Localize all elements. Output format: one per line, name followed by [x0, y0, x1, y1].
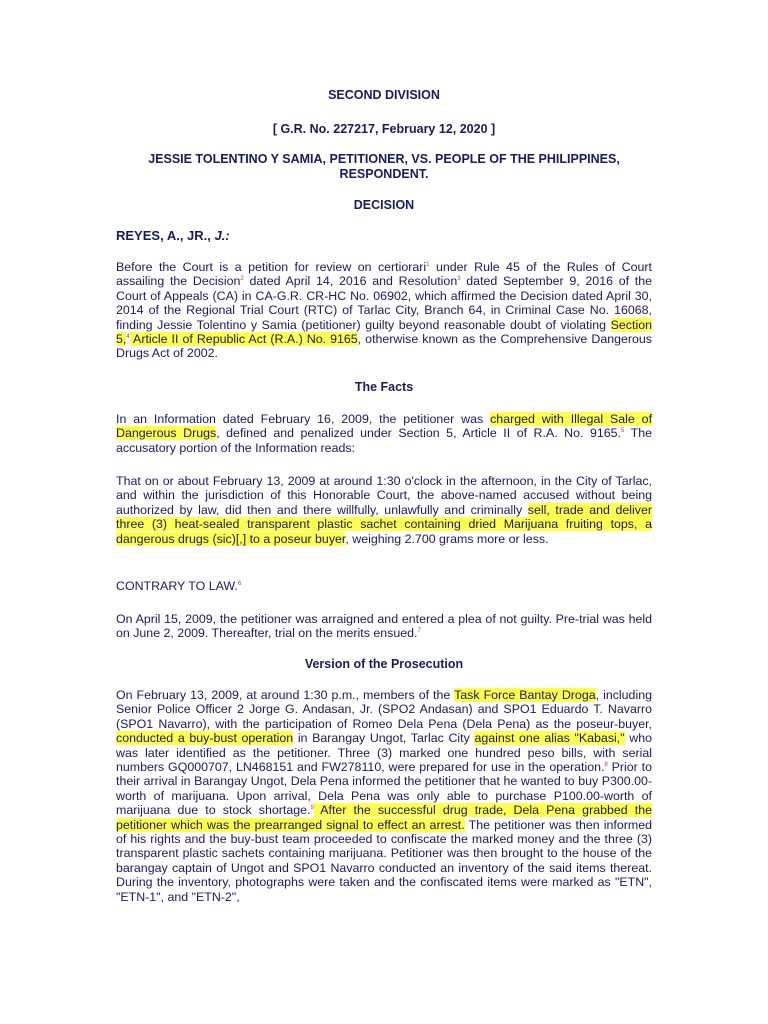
case-title-line1: JESSIE TOLENTINO Y SAMIA, PETITIONER, VS. PEOPLE OF THE PHILIPPINES,: [148, 152, 620, 166]
case-title: [116, 152, 652, 182]
decision-heading: DECISION: [353, 198, 415, 212]
footnote-ref[interactable]: 2: [240, 276, 244, 283]
highlight: Article II of Republic Act (R.A.) No. 9165: [129, 332, 358, 347]
footnote-ref[interactable]: 8: [604, 761, 608, 768]
gr-number: [ G.R. No. 227217, February 12, 2020 ]: [272, 122, 496, 136]
contrary-to-law: CONTRARY TO LAW.$^6$: [116, 579, 242, 593]
paragraph-accusatory: That on or about February 13, 2009 at around 1:30 o'clock in the afternoon, in the City of Tarlac, and within the jurisdiction of this Honorable Court, the above-named accused without being authorized by law, did then and there willfully, unlawfully and criminally sell, trade and deliver three (3) heat-sealed transparent plastic sachet containing dried Marijuana fruiting tops, a dangerous drugs (sic)[,] to a poseur buyer, weighing 2.700 grams more or less.: [116, 474, 653, 546]
facts-heading: The Facts: [354, 380, 414, 394]
footnote-ref[interactable]: 1: [426, 261, 430, 268]
footnote-ref[interactable]: 7: [417, 628, 421, 635]
highlight: against one alias "Kabasi,": [474, 731, 625, 746]
paragraph-intro: Before the Court is a petition for review on certiorari$^1$ under Rule 45 of the Rules of Court assailing the Decision$^2$ dated April 14, 2016 and Resolution$^3$ dated September 9, 2016 of the Court of Appeals (CA) in CA-G.R. CR-HC No. 06902, which affirmed the Decision dated April 30, 2014 of the Regional Trial Court (RTC) of Tarlac City, Branch 64, in Criminal Case No. 16068, finding Jessie Tolentino y Samia (petitioner) guilty beyond reasonable doubt of violating Section 5,$^4$ Article II of Republic Act (R.A.) No. 9165, otherwise known as the Comprehensive Dangerous Drugs Act of 2002.: [116, 260, 652, 361]
paragraph-arraignment: On April 15, 2009, the petitioner was arraigned and entered a plea of not guilty. Pre-trial was held on June 2, 2009. Thereafter, trial on the merits ensued.$^7$: [116, 612, 652, 641]
ponente: [116, 228, 230, 243]
highlight: Task Force Bantay Droga: [454, 688, 596, 702]
ponente-name: REYES, A., JR.,: [116, 228, 211, 243]
highlight: Section 5,: [116, 317, 652, 347]
case-title-line2: RESPONDENT.: [339, 167, 429, 181]
footnote-ref[interactable]: 3: [457, 276, 461, 283]
paragraph-information: In an Information dated February 16, 2009, the petitioner was charged with Illegal Sale of Dangerous Drugs, defined and penalized under Section 5, Article II of R.A. No. 9165.$^5$ The accusatory portion of the Information reads:: [116, 412, 653, 455]
prosecution-heading: Version of the Prosecution: [304, 657, 464, 671]
highlight: charged with Illegal Sale of Dangerous Drugs: [116, 412, 653, 441]
division-heading: SECOND DIVISION: [328, 88, 440, 102]
highlight: conducted a buy-bust operation: [116, 731, 294, 746]
footnote-ref[interactable]: 5: [621, 428, 625, 435]
footnote-ref[interactable]: 9: [310, 805, 314, 812]
ponente-j: J.:: [214, 228, 230, 243]
highlight: sell, trade and deliver three (3) heat-sealed transparent plastic sachet containing dried Marijuana fruiting tops, a dangerous drugs (sic)[,] to a poseur buyer: [116, 502, 653, 546]
footnote-ref[interactable]: 6: [237, 580, 242, 587]
highlight: After the successful drug trade, Dela Pena grabbed the petitioner which was the prearranged signal to effect an arrest.: [116, 803, 652, 832]
paragraph-prosecution: On February 13, 2009, at around 1:30 p.m., members of the Task Force Bantay Droga, including Senior Police Officer 2 Jorge G. Andasan, Jr. (SPO2 Andasan) and SPO1 Eduardo T. Navarro (SPO1 Navarro), with the participation of Romeo Dela Pena (Dela Pena) as the poseur-buyer, conducted a buy-bust operation in Barangay Ungot, Tarlac City against one alias "Kabasi," who was later identified as the petitioner. Three (3) marked one hundred peso bills, with serial numbers GQ000707, LN468151 and FW278110, were prepared for use in the operation.$^8$ Prior to their arrival in Barangay Ungot, Dela Pena informed the petitioner that he wanted to buy P300.00-worth of marijuana. Upon arrival, Dela Pena was only able to purchase P100.00-worth of marijuana due to stock shortage.$^9$ After the successful drug trade, Dela Pena grabbed the petitioner which was the prearranged signal to effect an arrest. The petitioner was then informed of his rights and the buy-bust team proceeded to confiscate the marked money and the three (3) transparent plastic sachets containing marijuana. Petitioner was then brought to the house of the barangay captain of Ungot and SPO1 Navarro conducted an inventory of the said items thereat. During the inventory, photographs were taken and the confiscated items were marked as "ETN", "ETN-1", and "ETN-2",: [116, 688, 652, 904]
footnote-ref[interactable]: 4: [126, 333, 130, 340]
